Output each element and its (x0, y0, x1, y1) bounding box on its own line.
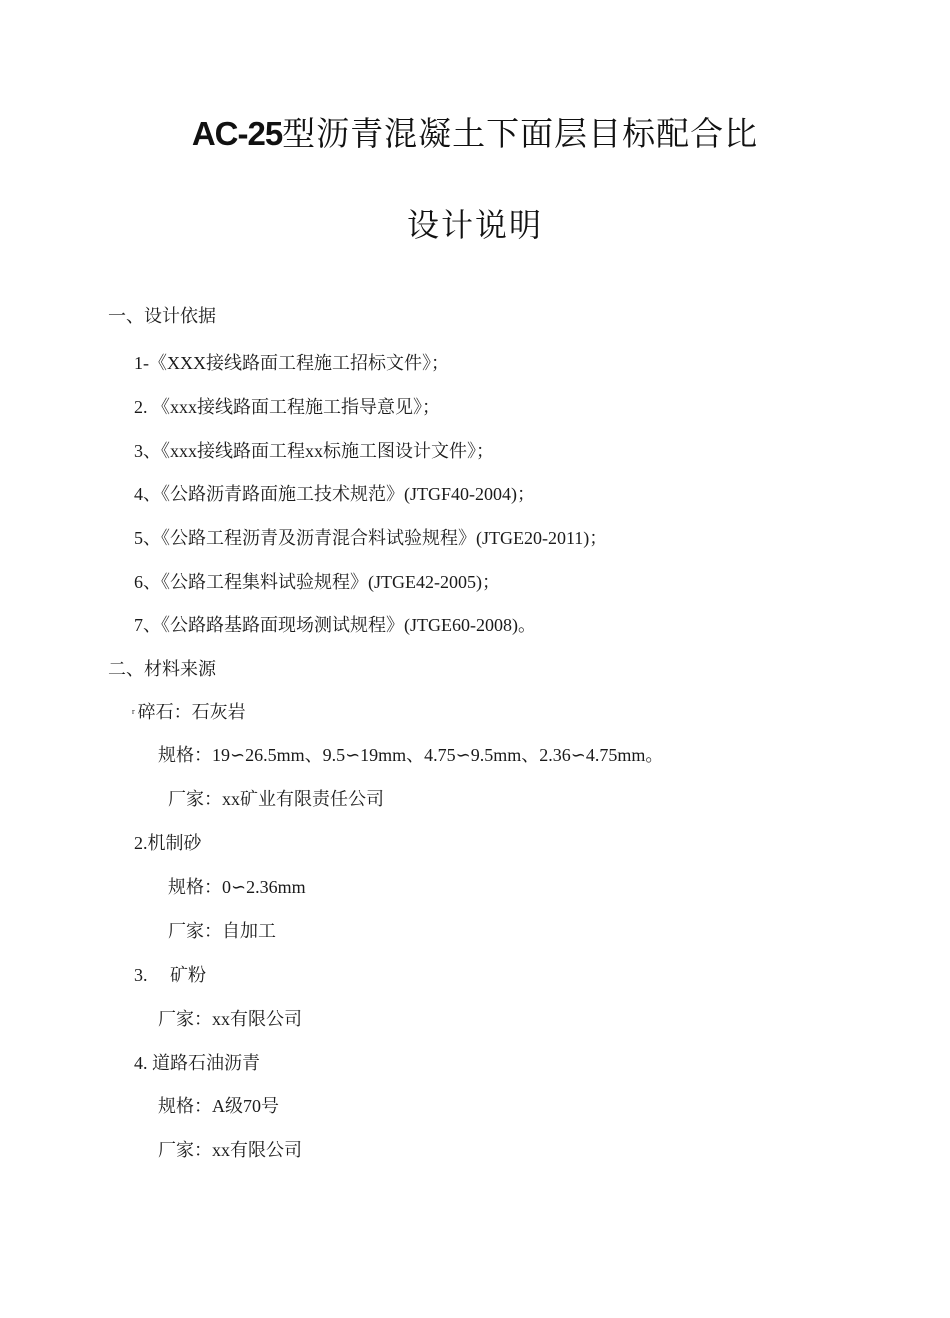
document-title-line1 (0, 108, 950, 155)
material-crushed-stone-maker: 厂家：xx矿业有限责任公司 (168, 789, 384, 809)
list-marker: r (132, 707, 135, 716)
design-basis-item-3: 3、《xxx接线路面工程xx标施工图设计文件》； (134, 441, 494, 461)
title-code: AC-25 (191, 115, 283, 152)
material-crushed-stone (132, 700, 246, 724)
material-asphalt-spec: 规格：A级70号 (158, 1096, 279, 1116)
design-basis-item-6: 6、《公路工程集料试验规程》(JTGE42-2005)； (134, 572, 500, 592)
material-crushed-stone-title: 碎石：石灰岩 (137, 702, 246, 722)
design-basis-item-1: 1-《XXX接线路面工程施工招标文件》； (134, 353, 449, 373)
material-asphalt-title: 4. 道路石油沥青 (134, 1053, 260, 1073)
material-mineral-powder-maker: 厂家：xx有限公司 (158, 1009, 302, 1029)
material-machine-sand-title: 2.机制砂 (134, 833, 202, 853)
document-title-line2: 设计说明 (406, 206, 543, 244)
design-basis-item-7: 7、《公路路基路面现场测试规程》(JTGE60-2008)。 (134, 615, 536, 635)
material-machine-sand-spec: 规格：0∽2.36mm (168, 877, 306, 897)
material-crushed-stone-spec: 规格：19∽26.5mm、9.5∽19mm、4.75∽9.5mm、2.36∽4.75mm。 (158, 745, 664, 765)
section-heading-material-source: 二、材料来源 (108, 659, 216, 679)
material-mineral-powder-title: 矿粉 (170, 965, 206, 985)
section-heading-design-basis: 一、设计依据 (108, 306, 216, 326)
design-basis-item-2: 2. 《xxx接线路面工程施工指导意见》； (134, 397, 440, 417)
design-basis-item-4: 4、《公路沥青路面施工技术规范》(JTGF40-2004)； (134, 484, 535, 504)
material-asphalt-maker: 厂家：xx有限公司 (158, 1140, 302, 1160)
material-machine-sand-maker: 厂家：自加工 (168, 921, 276, 941)
material-mineral-powder-number: 3. (134, 965, 148, 985)
design-basis-item-5: 5、《公路工程沥青及沥青混合料试验规程》(JTGE20-2011)； (134, 528, 608, 548)
title-text: 型沥青混凝土下面层目标配合比 (282, 114, 759, 153)
